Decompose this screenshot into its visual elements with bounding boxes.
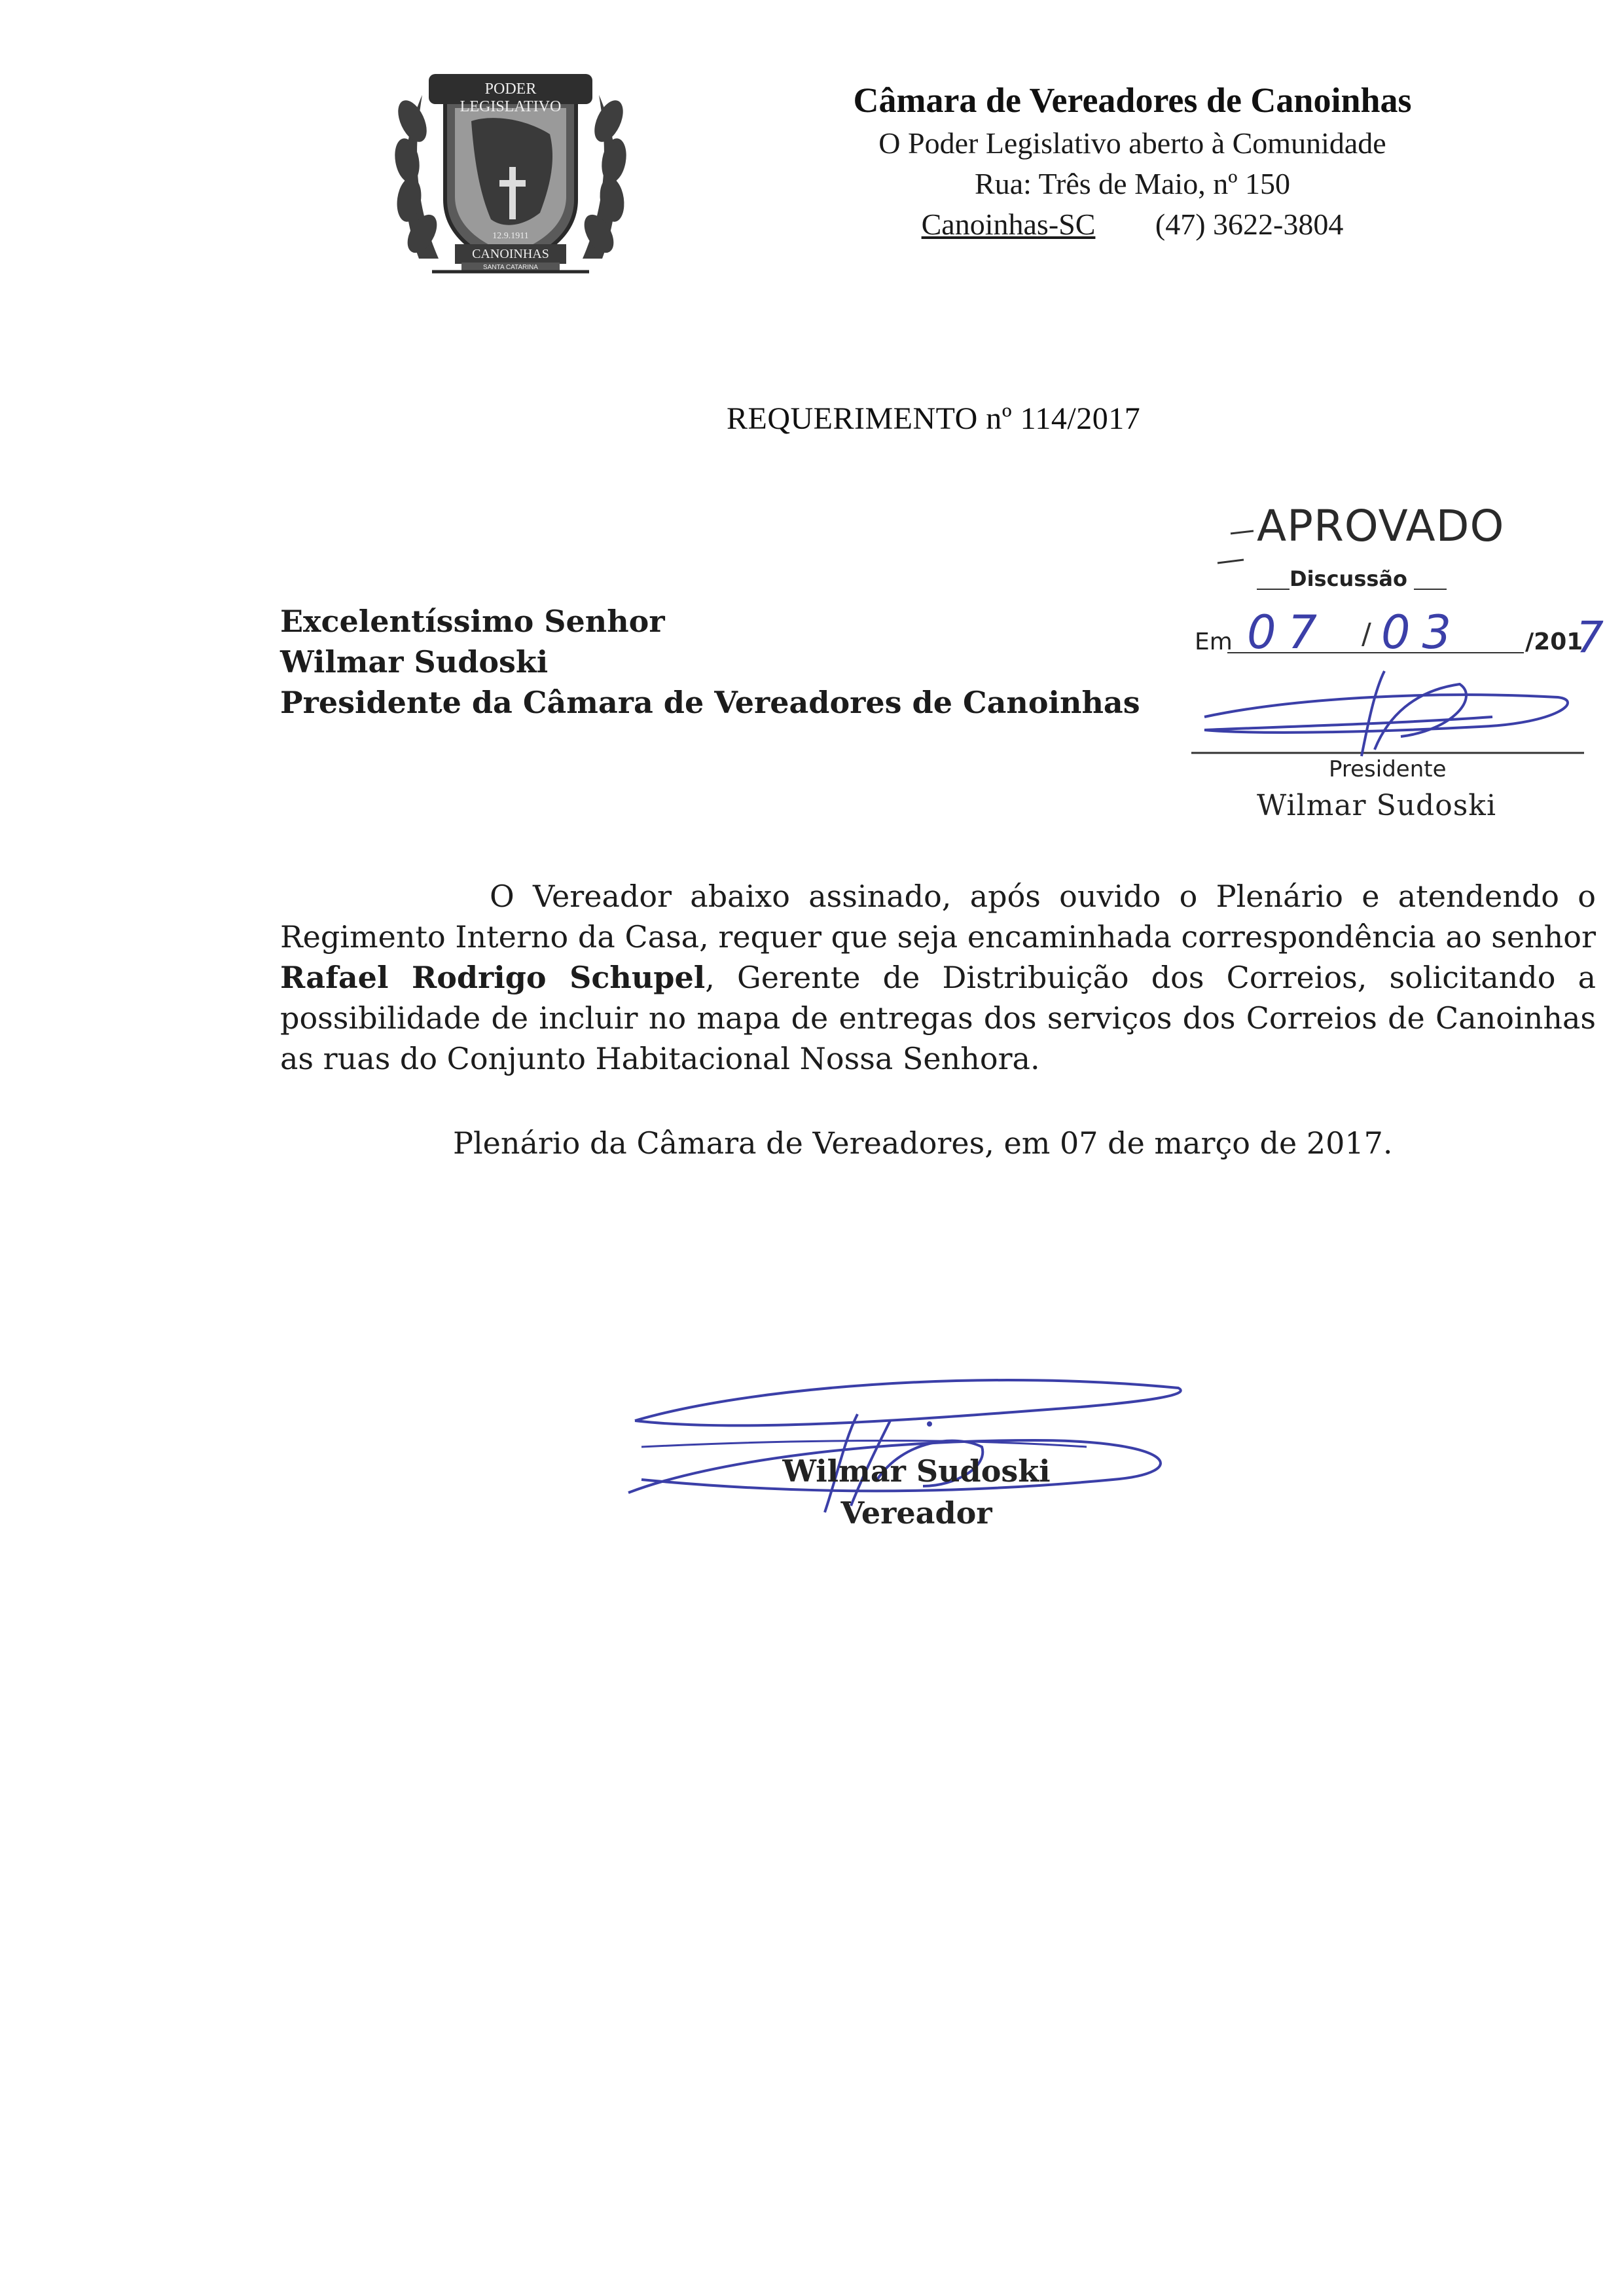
seal-city-text: CANOINHAS — [472, 247, 549, 261]
organization-city: Canoinhas-SC — [921, 208, 1096, 241]
stamp-phase: Discussão — [1290, 566, 1407, 591]
document-title: REQUERIMENTO nº 114/2017 — [727, 401, 1141, 436]
organization-address: Rua: Três de Maio, nº 150 — [975, 167, 1290, 200]
signer-block — [655, 1450, 1178, 1534]
addressee-name: Wilmar Sudoski — [280, 644, 549, 680]
stamp-status: APROVADO — [1257, 501, 1505, 551]
seal-state-text: SANTA CATARINA — [483, 264, 538, 271]
organization-slogan: O Poder Legislativo aberto à Comunidade — [878, 126, 1386, 160]
stamp-date-slash: / — [1362, 617, 1371, 651]
body-bold-name: Rafael Rodrigo Schupel — [280, 960, 706, 995]
chamber-seal — [393, 62, 628, 288]
stamp-date-year-suffix: 7 — [1576, 612, 1604, 663]
letterhead — [772, 77, 1492, 245]
body-text-part1: O Vereador abaixo assinado, após ouvido o Plenário e atendendo o Regimento Interno da Casa, requer que seja encaminhada correspondência ao senhor — [280, 879, 1596, 955]
addressee-role: Presidente da Câmara de Vereadores de Canoinhas — [280, 685, 1140, 720]
addressee-block — [280, 601, 1140, 723]
organization-phone: (47) 3622-3804 — [1155, 208, 1344, 241]
seal-banner-text: PODER LEGISLATIVO — [460, 81, 562, 115]
stamp-date-day: 07 — [1247, 606, 1329, 659]
stamp-date-month: 03 — [1381, 606, 1464, 659]
signer-title: Vereador — [840, 1495, 992, 1531]
closing-line: Plenário da Câmara de Vereadores, em 07 de março de 2017. — [453, 1125, 1393, 1161]
seal-date-text: 12.9.1911 — [492, 231, 529, 241]
organization-contact — [772, 204, 1492, 245]
stamp-signer-title: Presidente — [1329, 756, 1447, 782]
stamp-signer-name: Wilmar Sudoski — [1257, 789, 1497, 822]
signer-name: Wilmar Sudoski — [782, 1453, 1051, 1489]
approval-stamp — [1165, 501, 1604, 841]
stamp-date-year-prefix: /201 — [1525, 629, 1583, 655]
addressee-salutation: Excelentíssimo Senhor — [280, 604, 665, 639]
organization-name: Câmara de Vereadores de Canoinhas — [853, 81, 1412, 120]
body-text-part2: , Gerente de Distribuição dos Correios, solicitando a possibilidade de incluir no mapa de entregas dos serviços dos Correios de Canoinhas as ruas do Conjunto Habitacional Nossa Senhora. — [280, 960, 1596, 1076]
request-body — [280, 876, 1596, 1079]
stamp-date-prefix: Em — [1195, 629, 1233, 655]
